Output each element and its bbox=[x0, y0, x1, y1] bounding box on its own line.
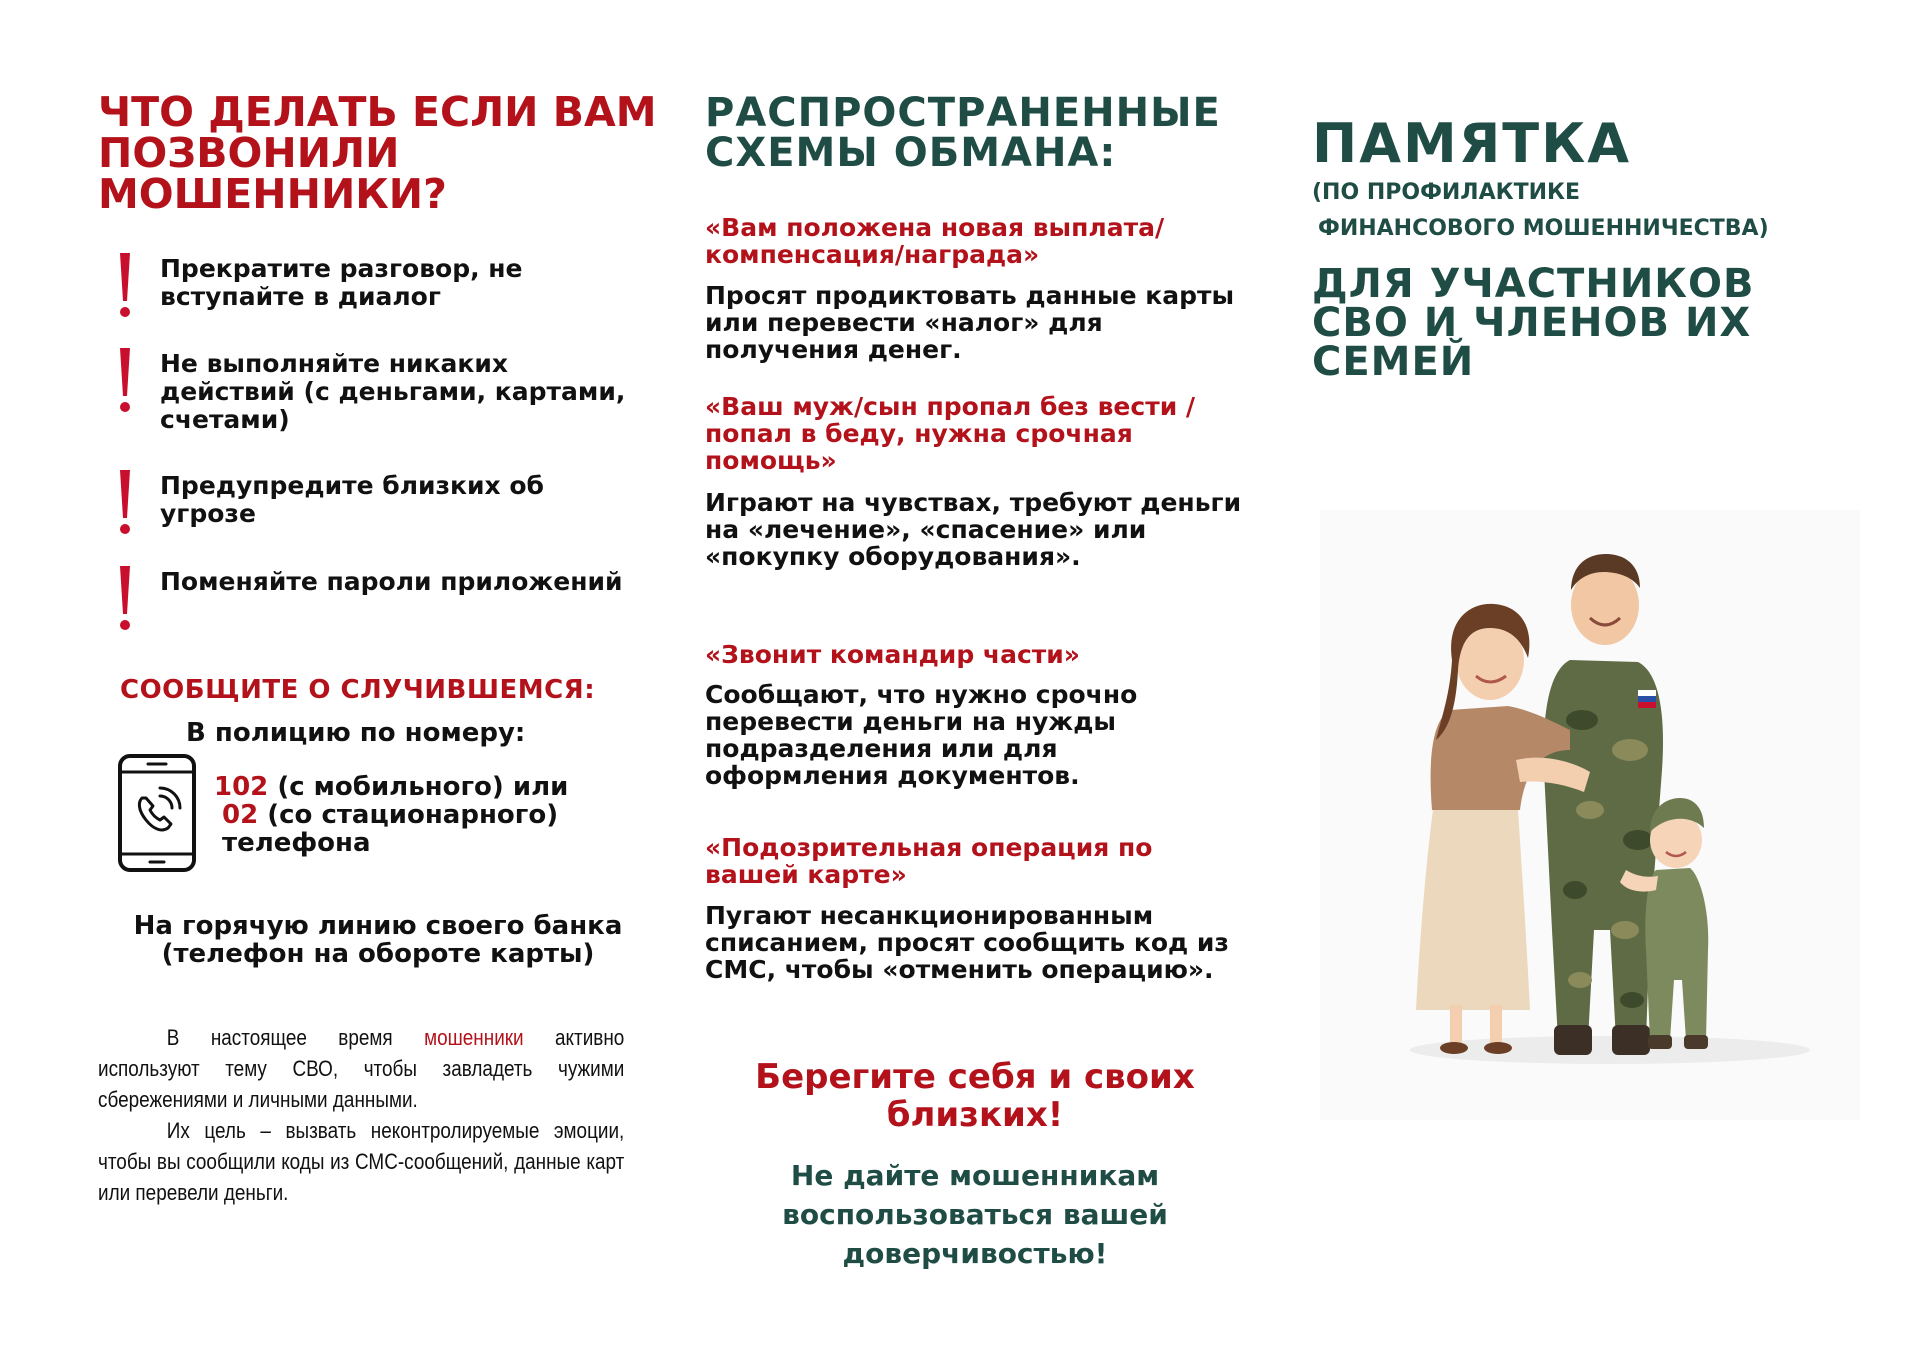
number-note: (со стационарного) bbox=[258, 800, 559, 830]
tip-text: Поменяйте пароли приложений bbox=[160, 567, 623, 596]
scheme-body: Просят продиктовать данные карты или перевести «налог» для получения денег. bbox=[705, 281, 1235, 364]
exclamation-icon bbox=[116, 346, 134, 416]
exclamation-icon bbox=[116, 564, 134, 634]
report-title: СООБЩИТЕ О СЛУЧИВШЕМСЯ: bbox=[120, 675, 596, 705]
info-paragraph bbox=[98, 1022, 624, 1115]
info-paragraphs bbox=[98, 1022, 624, 1208]
police-numbers bbox=[214, 773, 654, 857]
tip-text: Прекратите разговор, не вступайте в диалог bbox=[160, 254, 523, 311]
left-title: ЧТО ДЕЛАТЬ ЕСЛИ ВАМ ПОЗВОНИЛИ МОШЕННИКИ? bbox=[98, 88, 657, 218]
emergency-number: 102 bbox=[214, 772, 269, 802]
smartphone-call-icon bbox=[116, 752, 198, 874]
info-text-part: В настоящее время bbox=[166, 1025, 425, 1050]
number-note: (с мобильного) или bbox=[268, 772, 569, 802]
memo-title: ПАМЯТКА bbox=[1312, 112, 1632, 175]
scheme-heading: «Звонит командир части» bbox=[705, 640, 1080, 669]
number-note: телефона bbox=[222, 828, 371, 858]
police-label: В полицию по номеру: bbox=[186, 718, 526, 748]
memo-target-audience: ДЛЯ УЧАСТНИКОВ СВО И ЧЛЕНОВ ИХ СЕМЕЙ bbox=[1312, 261, 1755, 385]
scheme-heading: «Вам положена новая выплата/компенсация/награда» bbox=[705, 213, 1165, 269]
tip-text: Не выполняйте никаких действий (с деньгами, картами, счетами) bbox=[160, 349, 626, 434]
info-highlight: мошенники bbox=[424, 1025, 524, 1050]
exclamation-icon bbox=[116, 468, 134, 538]
info-paragraph: Их цель – вызвать неконтролируемые эмоции, чтобы вы сообщили коды из СМС-сообщений, данные карт или перевели деньги. bbox=[98, 1118, 625, 1205]
scheme-body: Пугают несанкционированным списанием, просят сообщить код из СМС, чтобы «отменить операцию». bbox=[705, 901, 1229, 984]
info-text-part: активно используют тему СВО, чтобы завладеть чужими сбережениями и личными данными. bbox=[98, 1025, 625, 1112]
bank-hotline-text: На горячую линию своего банка (телефон на обороте карты) bbox=[133, 911, 623, 969]
tip-text: Предупредите близких об угрозе bbox=[160, 471, 544, 528]
memo-subtitle: (ПО ПРОФИЛАКТИКЕ bbox=[1312, 180, 1581, 205]
memo-subtitle: ФИНАНСОВОГО МОШЕННИЧЕСТВА) bbox=[1318, 216, 1769, 241]
care-title: Берегите себя и своих близких! bbox=[755, 1057, 1195, 1135]
exclamation-icon bbox=[116, 251, 134, 321]
emergency-number: 02 bbox=[222, 800, 259, 830]
scheme-body: Сообщают, что нужно срочно перевести деньги на нужды подразделения или для оформления документов. bbox=[705, 680, 1138, 790]
scheme-body: Играют на чувствах, требуют деньги на «лечение», «спасение» или «покупку оборудования». bbox=[705, 488, 1242, 571]
care-subtitle: Не дайте мошенникам воспользоваться вашей доверчивостью! bbox=[782, 1159, 1168, 1270]
scheme-heading: «Подозрительная операция по вашей карте» bbox=[705, 833, 1153, 889]
family-embrace-illustration bbox=[1320, 510, 1860, 1120]
schemes-title: РАСПРОСТРАНЕННЫЕ СХЕМЫ ОБМАНА: bbox=[705, 90, 1221, 176]
scheme-heading: «Ваш муж/сын пропал без вести / попал в беду, нужна срочная помощь» bbox=[705, 392, 1196, 475]
